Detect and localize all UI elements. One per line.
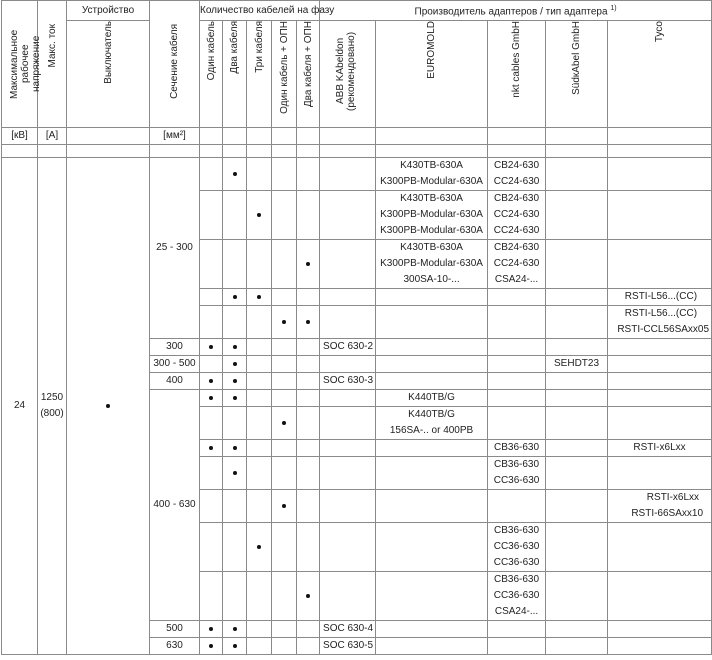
table-cell — [247, 240, 272, 289]
table-cell — [223, 145, 247, 158]
table-cell — [376, 373, 488, 390]
table-cell — [546, 128, 608, 145]
table-cell — [546, 240, 608, 289]
table-cell — [223, 240, 247, 289]
nkt-list: CB36-630 CC36-630 CSA24-... — [488, 572, 546, 621]
table-cell — [200, 523, 223, 572]
table-cell — [200, 289, 223, 306]
table-cell — [488, 390, 546, 407]
header-euromold: EUROMOLD — [376, 21, 488, 128]
table-cell — [488, 356, 546, 373]
table-cell — [546, 289, 608, 306]
table-cell — [376, 457, 488, 490]
table-cell — [608, 457, 712, 490]
tyco-cell: RSTI-L56...(CC) — [608, 289, 712, 306]
table-cell — [608, 390, 712, 407]
table-cell — [546, 572, 608, 621]
table-cell — [608, 158, 712, 191]
table-cell — [272, 145, 297, 158]
header-cables-per-phase: Количество кабелей на фазу — [200, 1, 320, 21]
table-cell — [320, 440, 376, 457]
table-cell — [546, 490, 608, 523]
table-cell — [297, 440, 320, 457]
abb-cell: SOC 630-4 — [320, 621, 376, 638]
tyco-cell: RSTI-x6Lxx — [608, 440, 712, 457]
table-cell — [223, 356, 247, 373]
table-cell — [200, 373, 223, 390]
bullet-dot — [282, 421, 286, 425]
bullet-dot — [233, 471, 237, 475]
table-cell — [320, 240, 376, 289]
table-cell — [320, 191, 376, 240]
table-cell — [223, 373, 247, 390]
table-cell — [223, 306, 247, 339]
table-cell — [376, 356, 488, 373]
table-cell — [223, 407, 247, 440]
unit-a: [А] — [38, 128, 67, 145]
table-cell — [320, 289, 376, 306]
header-two-cables: Два кабеля — [223, 21, 247, 128]
table-cell — [247, 621, 272, 638]
table-cell — [376, 572, 488, 621]
table-cell — [297, 373, 320, 390]
table-cell — [223, 390, 247, 407]
bullet-dot — [282, 320, 286, 324]
table-cell — [376, 339, 488, 356]
nkt-list: CB36-630 CC36-630 CC36-630 — [488, 523, 546, 572]
table-cell — [223, 128, 247, 145]
table-cell — [608, 407, 712, 440]
table-cell — [272, 638, 297, 655]
switch-cell — [67, 158, 150, 655]
table-cell — [376, 128, 488, 145]
table-cell — [200, 339, 223, 356]
header-tyco: Tyco — [608, 21, 712, 128]
table-cell — [297, 356, 320, 373]
table-cell — [247, 490, 272, 523]
table-cell — [200, 240, 223, 289]
table-cell — [200, 128, 223, 145]
table-cell — [247, 638, 272, 655]
section-cell: 300 - 500 — [150, 356, 200, 373]
section-400-630: 400 - 630 — [150, 390, 200, 621]
header-sudkabel: SüdкAbel GmbH — [546, 21, 608, 128]
table-cell — [223, 339, 247, 356]
bullet-dot — [233, 396, 237, 400]
table-cell — [320, 356, 376, 373]
table-cell — [320, 158, 376, 191]
bullet-dot — [306, 320, 310, 324]
header-one-cable-opn: Один кабель + ОПН — [272, 21, 297, 128]
table-cell — [546, 638, 608, 655]
table-cell — [320, 572, 376, 621]
table-cell — [297, 158, 320, 191]
table-cell — [608, 128, 712, 145]
table-cell — [200, 572, 223, 621]
table-cell — [150, 145, 200, 158]
table-cell — [376, 638, 488, 655]
table-cell — [272, 407, 297, 440]
table-cell — [297, 339, 320, 356]
table-cell — [247, 440, 272, 457]
table-cell — [247, 356, 272, 373]
table-cell — [38, 145, 67, 158]
table-row — [2, 158, 712, 191]
table-cell — [546, 523, 608, 572]
table-cell — [608, 339, 712, 356]
table-cell — [247, 128, 272, 145]
bullet-dot — [233, 379, 237, 383]
bullet-dot — [282, 504, 286, 508]
bullet-dot — [209, 379, 213, 383]
bullet-dot — [209, 446, 213, 450]
table-cell — [488, 339, 546, 356]
bullet-dot — [257, 295, 261, 299]
table-cell — [297, 457, 320, 490]
table-cell — [488, 145, 546, 158]
table-cell — [272, 339, 297, 356]
table-cell — [272, 440, 297, 457]
unit-kv: [кВ] — [2, 128, 38, 145]
abb-cell: SOC 630-5 — [320, 638, 376, 655]
table-cell — [247, 390, 272, 407]
table-cell — [297, 145, 320, 158]
table-cell — [200, 306, 223, 339]
table-cell — [247, 191, 272, 240]
table-cell — [200, 158, 223, 191]
table-cell — [247, 523, 272, 572]
table-cell — [546, 621, 608, 638]
table-cell — [200, 440, 223, 457]
table-cell — [608, 373, 712, 390]
header-device: Устройство — [67, 1, 150, 21]
table-cell — [546, 158, 608, 191]
table-cell — [272, 457, 297, 490]
table-cell — [320, 523, 376, 572]
table-cell — [546, 145, 608, 158]
table-cell — [297, 191, 320, 240]
table-cell — [247, 158, 272, 191]
table-cell — [272, 240, 297, 289]
table-cell — [272, 490, 297, 523]
table-cell — [546, 306, 608, 339]
header-max-voltage: Максимальное рабочее напряжение — [2, 1, 38, 128]
table-cell — [272, 306, 297, 339]
table-cell — [546, 191, 608, 240]
table-cell — [223, 191, 247, 240]
table-cell — [297, 621, 320, 638]
bullet-dot — [233, 446, 237, 450]
table-cell — [200, 356, 223, 373]
table-cell — [488, 621, 546, 638]
table-cell — [376, 523, 488, 572]
table-cell — [488, 373, 546, 390]
tyco-list: RSTI-x6Lxx RSTI-66SAxx10 — [608, 490, 712, 523]
table-cell — [247, 145, 272, 158]
bullet-dot — [257, 213, 261, 217]
bullet-dot — [209, 396, 213, 400]
header-one-cable: Один кабель — [200, 21, 223, 128]
table-cell — [247, 306, 272, 339]
header-cable-section: Сечение кабеля — [150, 1, 200, 128]
table-cell — [272, 356, 297, 373]
table-cell — [297, 306, 320, 339]
table-cell — [297, 638, 320, 655]
table-cell — [200, 407, 223, 440]
table-cell — [272, 158, 297, 191]
table-cell — [247, 289, 272, 306]
table-cell — [200, 390, 223, 407]
nkt-cell: CB36-630 — [488, 440, 546, 457]
table-cell — [297, 240, 320, 289]
table-cell — [223, 440, 247, 457]
header-nkt: nkt cables GmbH — [488, 21, 546, 128]
table-cell — [320, 457, 376, 490]
table-cell — [67, 128, 150, 145]
table-cell — [272, 191, 297, 240]
bullet-dot — [233, 295, 237, 299]
table-cell — [608, 240, 712, 289]
table-cell — [247, 572, 272, 621]
table-cell — [608, 145, 712, 158]
bullet-dot — [306, 594, 310, 598]
table-cell — [272, 390, 297, 407]
table-cell — [247, 457, 272, 490]
table-cell — [376, 306, 488, 339]
table-cell — [272, 621, 297, 638]
table-cell — [546, 407, 608, 440]
table-cell — [546, 373, 608, 390]
table-cell — [320, 145, 376, 158]
bullet-dot — [233, 362, 237, 366]
table-cell — [376, 289, 488, 306]
nkt-list: CB24-630 CC24-630 — [488, 158, 546, 191]
table-cell — [247, 339, 272, 356]
bullet-dot — [209, 345, 213, 349]
table-cell — [272, 128, 297, 145]
table-cell — [297, 572, 320, 621]
header-two-cables-opn: Два кабеля + ОПН — [297, 21, 320, 128]
table-cell — [272, 373, 297, 390]
table-cell — [376, 440, 488, 457]
table-cell — [488, 306, 546, 339]
header-max-current: Макс. ток — [38, 1, 67, 128]
table-cell — [488, 128, 546, 145]
table-cell — [546, 457, 608, 490]
section-25-300: 25 - 300 — [150, 158, 200, 339]
unit-mm: [мм²] — [150, 128, 200, 145]
table-cell — [488, 407, 546, 440]
nkt-list: CB36-630 CC36-630 — [488, 457, 546, 490]
table-cell — [223, 457, 247, 490]
bullet-dot — [233, 172, 237, 176]
euromold-list: K430TB-630A K300PB-Modular-630A 300SA-10-... — [376, 240, 488, 289]
table-cell — [488, 638, 546, 655]
table-cell — [546, 339, 608, 356]
table-cell — [272, 572, 297, 621]
table-cell — [376, 490, 488, 523]
table-cell — [297, 407, 320, 440]
table-cell — [272, 289, 297, 306]
table-cell — [223, 289, 247, 306]
table-cell — [223, 638, 247, 655]
sudkabel-cell: SEHDT23 — [546, 356, 608, 373]
table-cell — [297, 523, 320, 572]
section-cell: 500 — [150, 621, 200, 638]
tyco-list: RSTI-L56...(CC) RSTI-CCL56SAxx05 — [608, 306, 712, 339]
header-three-cables: Три кабеля — [247, 21, 272, 128]
current-cell: 1250 (800) — [38, 158, 67, 655]
voltage-cell: 24 — [2, 158, 38, 655]
bullet-dot — [209, 644, 213, 648]
euromold-list: K430TB-630A K300PB-Modular-630A K300PB-Modular-630A — [376, 191, 488, 240]
table-cell — [200, 191, 223, 240]
bullet-dot — [106, 404, 110, 408]
table-cell — [272, 523, 297, 572]
table-cell — [320, 390, 376, 407]
table-cell — [320, 128, 376, 145]
table-cell — [67, 145, 150, 158]
euromold-cell: K440TB/G — [376, 390, 488, 407]
nkt-list: CB24-630 CC24-630 CSA24-... — [488, 240, 546, 289]
table-cell — [608, 191, 712, 240]
adapter-table — [1, 0, 712, 655]
euromold-list: K440TB/G 156SA-.. or 400PB — [376, 407, 488, 440]
header-manufacturer: Производитель адаптеров / тип адаптера $^{1)}$ — [320, 1, 712, 21]
table-cell — [320, 490, 376, 523]
table-cell — [488, 289, 546, 306]
table-cell — [608, 638, 712, 655]
header-switch: Выключатель — [67, 21, 150, 128]
table-cell — [247, 407, 272, 440]
abb-cell: SOC 630-3 — [320, 373, 376, 390]
nkt-list: CB24-630 CC24-630 CC24-630 — [488, 191, 546, 240]
table-cell — [546, 440, 608, 457]
table-cell — [608, 572, 712, 621]
table-cell — [608, 621, 712, 638]
table-cell — [320, 407, 376, 440]
euromold-list: K430TB-630A K300PB-Modular-630A — [376, 158, 488, 191]
table-cell — [2, 145, 38, 158]
bullet-dot — [233, 644, 237, 648]
table-cell — [488, 490, 546, 523]
table-cell — [200, 145, 223, 158]
table-cell — [223, 490, 247, 523]
table-cell — [247, 373, 272, 390]
table-cell — [200, 457, 223, 490]
table-cell — [223, 523, 247, 572]
table-cell — [223, 158, 247, 191]
table-cell — [200, 490, 223, 523]
table-cell — [297, 390, 320, 407]
table-cell — [608, 523, 712, 572]
table-cell — [608, 356, 712, 373]
table-cell — [297, 128, 320, 145]
table-cell — [376, 145, 488, 158]
bullet-dot — [209, 627, 213, 631]
header-abb: ABB KAbeldon (рекомендовано) — [320, 21, 376, 128]
section-cell: 630 — [150, 638, 200, 655]
abb-cell: SOC 630-2 — [320, 339, 376, 356]
table-cell — [297, 490, 320, 523]
table-cell — [320, 306, 376, 339]
table-cell — [200, 621, 223, 638]
section-cell: 400 — [150, 373, 200, 390]
section-cell: 300 — [150, 339, 200, 356]
table-cell — [223, 572, 247, 621]
table-cell — [376, 621, 488, 638]
table-cell — [546, 390, 608, 407]
bullet-dot — [233, 627, 237, 631]
table-cell — [223, 621, 247, 638]
table-cell — [200, 638, 223, 655]
bullet-dot — [257, 545, 261, 549]
bullet-dot — [233, 345, 237, 349]
bullet-dot — [306, 262, 310, 266]
table-cell — [297, 289, 320, 306]
